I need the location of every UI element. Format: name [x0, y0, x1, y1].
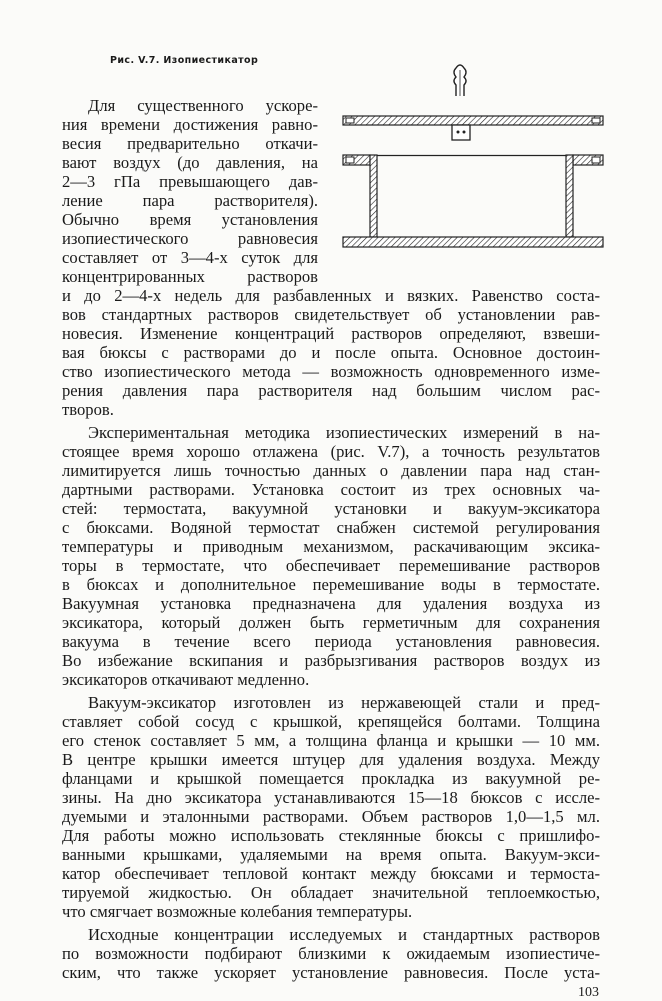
text-line: торы в термостате, что обеспечивает перемешивание растворов	[62, 556, 600, 575]
text-line: температуры и приводным механизмом, раскачивающим эксика-	[62, 537, 600, 556]
text-line: Для работы можно использовать стеклянные бюксы с пришлифо-	[62, 826, 600, 845]
text-line: зины. На дно эксикатора устанавливаются 15—18 бюксов с иссле-	[62, 788, 600, 807]
right-wall	[566, 155, 573, 237]
vessel-bottom	[343, 237, 603, 247]
text-line: Для существенного ускоре-	[88, 96, 318, 115]
text-line: Вакуумная установка предназначена для удаления воздуха из	[62, 594, 600, 613]
page-number: 103	[578, 985, 599, 1000]
text-line: Исходные концентрации исследуемых и стандартных растворов	[88, 925, 600, 944]
text-line: фланцами и крышкой помещается прокладка из вакуумной ре-	[62, 769, 600, 788]
text-line: катор обеспечивает тепловой контакт между бюксами и термоста-	[62, 864, 600, 883]
text-line: ление пара растворителя).	[62, 191, 318, 210]
left-wall	[370, 155, 377, 237]
text-line: эксикаторов откачивают медленно.	[62, 670, 310, 689]
lid-fitting	[452, 125, 470, 140]
lid	[343, 116, 603, 125]
text-line: в бюксах и дополнительное перемешивание воды в термостате.	[62, 575, 600, 594]
text-line: изопиестического равновесия	[62, 229, 318, 248]
text-line: по возможности подбирают близкими к ожидаемым изопиестиче-	[62, 944, 600, 963]
text-line: ским, что также ускоряет установление равновесия. После уста-	[62, 963, 600, 982]
text-line: 2—3 гПа превышающего дав-	[62, 172, 318, 191]
text-line: эксикатора, который должен быть герметичным для сохранения	[62, 613, 600, 632]
text-line: и до 2—4-х недель для разбавленных и вязких. Равенство соста-	[62, 286, 600, 305]
text-line: концентрированных растворов	[62, 267, 318, 286]
text-line: ния времени достижения равно-	[62, 115, 318, 134]
text-line: ставляет собой сосуд с крышкой, крепящейся болтами. Толщина	[62, 712, 600, 731]
text-line: стоящее время хорошо отлажена (рис. V.7), а точность результатов	[62, 442, 600, 461]
text-line: творов.	[62, 400, 114, 419]
isopiestic-apparatus-diagram	[340, 60, 610, 255]
text-line: вакуума в течение всего периода установления равновесия.	[62, 632, 600, 651]
text-line: Во избежание вскипания и разбрызгивания растворов воздух из	[62, 651, 600, 670]
text-line: весия предварительно откачи-	[62, 134, 318, 153]
text-line: ство изопиестического метода — возможность одновременного изме-	[62, 362, 600, 381]
text-line: В центре крышки имеется штуцер для удаления воздуха. Между	[62, 750, 600, 769]
figure-caption: Рис. V.7. Изопиестикатор	[110, 55, 259, 66]
text-line: с бюксами. Водяной термостат снабжен системой регулирования	[62, 518, 600, 537]
text-line: стей: термостата, вакуумной установки и вакуум-эксикатора	[62, 499, 600, 518]
text-line: вают воздух (до давления, на	[62, 153, 318, 172]
text-line: Обычно время установления	[62, 210, 318, 229]
text-line: его стенок составляет 5 мм, а толщина фланца и крышки — 10 мм.	[62, 731, 600, 750]
text-line: дуемыми и эталонными растворами. Объем растворов 1,0—1,5 мл.	[62, 807, 600, 826]
text-line: вов стандартных растворов свидетельствует об установлении рав-	[62, 305, 600, 324]
text-line: лимитируется лишь точностью данных о давлении пара над стан-	[62, 461, 600, 480]
text-line: рения давления пара растворителя над большим числом рас-	[62, 381, 600, 400]
text-line: вая бюксы с растворами до и после опыта. Основное достоин-	[62, 343, 600, 362]
text-line: новесия. Изменение концентраций растворов определяют, взвеши-	[62, 324, 600, 343]
text-line: дартными растворами. Установка состоит из трех основных ча-	[62, 480, 600, 499]
text-line: Экспериментальная методика изопиестических измерений в на-	[88, 423, 600, 442]
text-line: ванными крышками, удаляемыми на время опыта. Вакуум-экси-	[62, 845, 600, 864]
text-line: что смягчает возможные колебания температуры.	[62, 902, 413, 921]
fitting-nozzle	[454, 65, 466, 96]
text-line: составляет от 3—4-х суток для	[62, 248, 318, 267]
text-line: тируемой жидкостью. Он обладает значительной теплоемкостью,	[62, 883, 600, 902]
text-line: Вакуум-эксикатор изготовлен из нержавеющей стали и пред-	[88, 693, 600, 712]
